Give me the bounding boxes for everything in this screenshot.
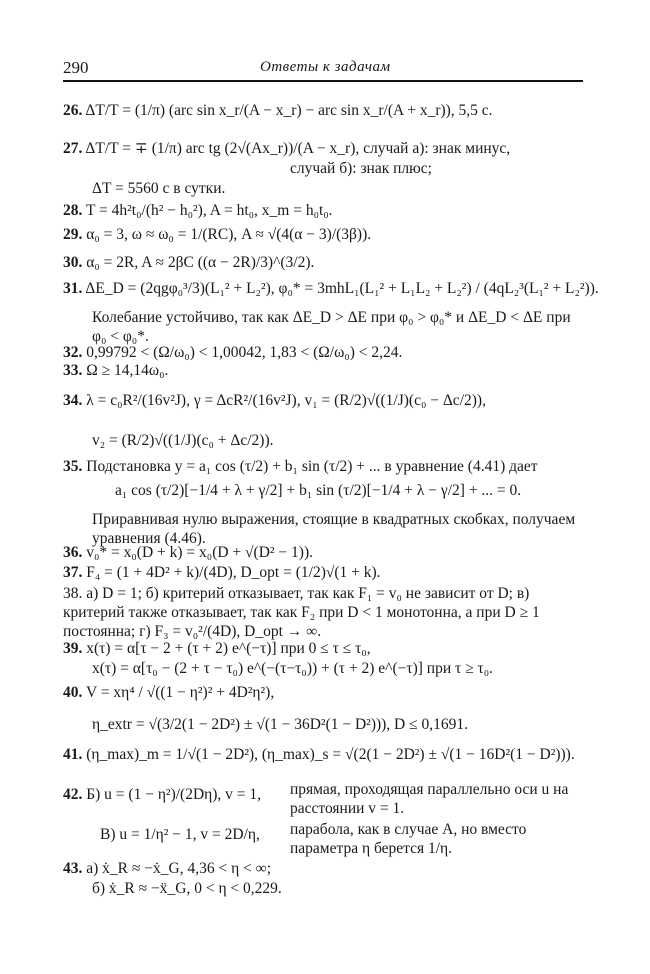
answer-text: ΔE_D = (2qgφ₀³/3)(L₁² + L₂²), φ₀* = 3mhL₁(L₁² + L₁L₂ + L₂²) / (4qL₂³(L₁² + L₂²)).	[85, 280, 599, 297]
answer-text: v₀* = x₀(D + k) = x₀(D + √(D² − 1)).	[86, 544, 313, 561]
answer-text: V = xη⁴ / √((1 − η²)² + 4D²η²),	[85, 684, 275, 701]
answer-31	[63, 280, 599, 298]
answer-31-stability: Колебание устойчиво, так как ΔE_D > ΔE при φ₀ > φ₀* и ΔE_D < ΔE при φ₀ < φ₀*.	[92, 309, 571, 345]
answer-40-extr	[92, 716, 468, 734]
answer-29	[63, 226, 371, 244]
answer-27-case-b	[290, 160, 432, 178]
answer-39	[63, 640, 371, 658]
answer-42-b-description: прямая, проходящая параллельно оси u на расстоянии v = 1.	[290, 781, 569, 817]
answer-number: 35.	[63, 458, 83, 475]
answer-text: ΔT = 5560 с в сутки.	[92, 180, 226, 197]
answer-number: 40.	[63, 684, 83, 701]
answer-text: x(τ) = α[τ₀ − (2 + τ − τ₀) e^(−(τ−τ₀)) + (τ + 2) e^(−τ)] при τ ≥ τ₀.	[92, 660, 493, 677]
answer-text: α₀ = 3, ω ≈ ω₀ = 1/(RC), A ≈ √(4(α − 3)/(3β)).	[86, 226, 372, 243]
running-title: Ответы к задачам	[260, 59, 391, 75]
answer-number: 33.	[63, 362, 83, 379]
answer-text: η_extr = √(3/2(1 − 2D²) ± √(1 − 36D²(1 − D²))), D ≤ 0,1691.	[92, 716, 469, 733]
answer-43-b	[92, 880, 282, 898]
answer-number: 30.	[63, 254, 83, 271]
answer-38: 38. а) D = 1; б) критерий отказывает, так как F₁ = v₀ не зависит от D; в) критерий также отказывает, так как F₂ при D < 1 монотонна, а при D ≥ 1 постоянна; г) F₃ = v₀²/(4D), D_opt → ∞.	[63, 585, 540, 640]
answer-number: 41.	[63, 746, 83, 763]
answer-text: α₀ = 2R, A ≈ 2βC ((α − 2R)/3)^(3/2).	[86, 254, 315, 271]
answer-text: T = 4h²t₀/(h² − h₀²), A = ht₀, x_m = h₀t₀.	[85, 202, 333, 219]
answer-text: В) u = 1/η² − 1, v = 2D/η,	[100, 826, 260, 843]
answer-28	[63, 202, 333, 220]
answer-text: x(τ) = α[τ − 2 + (τ + 2) e^(−τ)] при 0 ≤ τ ≤ τ₀,	[86, 640, 371, 657]
header-rule	[63, 80, 583, 82]
answer-42-c-description: парабола, как в случае А, но вместо параметра η берется 1/η.	[290, 821, 527, 857]
answer-30	[63, 254, 314, 272]
answer-number: 26.	[63, 102, 83, 119]
answer-32	[63, 344, 402, 362]
answer-text: (η_max)_m = 1/√(1 − 2D²), (η_max)_s = √(2(1 − 2D²) ± √(1 − 16D²(1 − D²))).	[86, 746, 575, 763]
answer-number: 43.	[63, 860, 83, 877]
answer-34	[63, 392, 486, 410]
answer-number: 29.	[63, 226, 83, 243]
answer-27-delta	[92, 180, 225, 198]
answer-text: v₂ = (R/2)√((1/J)(c₀ + Δc/2)).	[92, 432, 274, 449]
answer-42-b	[63, 786, 261, 804]
answer-number: 31.	[63, 280, 83, 297]
answer-number: 28.	[63, 202, 83, 219]
answer-text: Б) u = (1 − η²)/(2Dη), v = 1,	[86, 786, 262, 803]
answer-text: 0,99792 < (Ω/ω₀) < 1,00042, 1,83 < (Ω/ω₀) < 2,24.	[86, 344, 403, 361]
answer-text: б) ẋ_R ≈ −ẍ_G, 0 < η < 0,229.	[92, 880, 282, 897]
answer-42-c	[100, 826, 260, 844]
answer-number: 27.	[63, 140, 83, 157]
answer-number: 42.	[63, 786, 83, 803]
answer-36	[63, 544, 313, 562]
answer-41	[63, 746, 575, 764]
answer-text: случай б): знак плюс;	[290, 160, 432, 177]
answer-number: 37.	[63, 564, 83, 581]
answer-35	[63, 458, 538, 476]
answer-text: а) ẋ_R ≈ −ẋ_G, 4,36 < η < ∞;	[86, 860, 272, 877]
answer-text: Ω ≥ 14,14ω₀.	[86, 362, 169, 379]
answer-35-conclusion: Приравнивая нулю выражения, стоящие в квадратных скобках, получаем уравнения (4.46).	[92, 511, 576, 547]
answer-number: 39.	[63, 640, 83, 657]
answer-37	[63, 564, 381, 582]
answer-text: λ = c₀R²/(16v²J), γ = ΔcR²/(16v²J), v₁ = (R/2)√((1/J)(c₀ − Δc/2)),	[86, 392, 486, 409]
answer-text: a₁ cos (τ/2)[−1/4 + λ + γ/2] + b₁ sin (τ/2)[−1/4 + λ − γ/2] + ... = 0.	[115, 482, 522, 499]
answer-number: 36.	[63, 544, 83, 561]
answer-39-second	[92, 660, 493, 678]
answer-35-equation	[115, 482, 521, 500]
answer-number: 32.	[63, 344, 83, 361]
answer-27	[63, 140, 510, 158]
answer-text: ΔT/T = (1/π) (arc sin x_r/(A − x_r) − arc sin x_r/(A + x_r)), 5,5 c.	[85, 102, 493, 119]
answer-26	[63, 102, 493, 120]
answer-text: Подстановка y = a₁ cos (τ/2) + b₁ sin (τ/2) + ... в уравнение (4.41) дает	[86, 458, 538, 475]
answer-number: 34.	[63, 392, 83, 409]
answer-33	[63, 362, 168, 380]
answer-text: ΔT/T = ∓ (1/π) arc tg (2√(Ax_r))/(A − x_r), случай а): знак минус,	[85, 140, 511, 157]
page-number: 290	[63, 58, 89, 77]
answer-40	[63, 684, 274, 702]
answer-43-a	[63, 860, 271, 878]
answer-text: F₄ = (1 + 4D² + k)/(4D), D_opt = (1/2)√(1 + k).	[86, 564, 381, 581]
answer-34-v2	[92, 432, 273, 450]
